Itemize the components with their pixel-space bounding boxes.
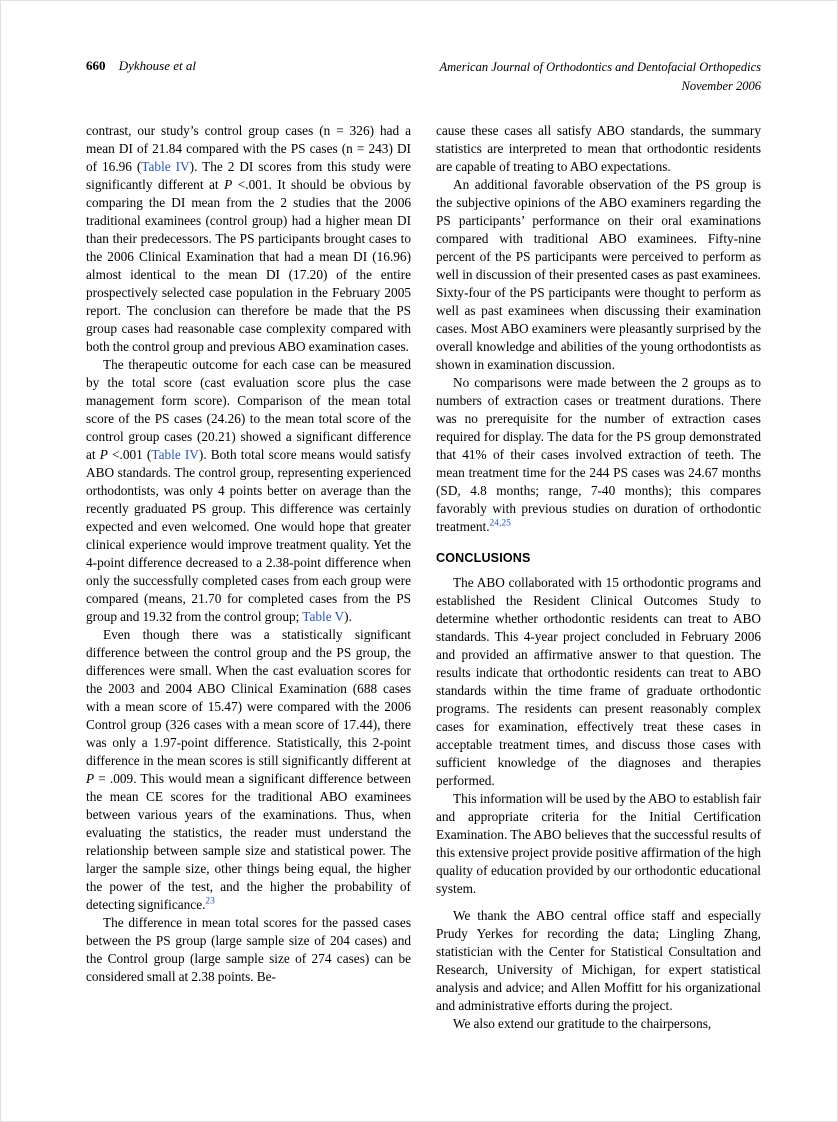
running-head-right — [440, 58, 762, 96]
page-header — [86, 58, 761, 96]
citation-link[interactable]: 23 — [205, 896, 215, 907]
issue-date: November 2006 — [681, 78, 761, 93]
page-number: 660 — [86, 58, 106, 73]
paragraph: The difference in mean total scores for the passed cases between the PS group (large sample size of 204 cases) and the Control group (large sample size of 274 cases) can be considered small at 2.38 points. Be- — [86, 915, 411, 984]
paragraph: An additional favorable observation of the PS group is the subjective opinions of the ABO examiners regarding the PS participants’ performance on their oral examinations compared with traditional ABO examinees. Fifty-nine percent of the PS participants were perceived to perform as well in discussion of their presented cases as past examinees. Sixty-four of the PS participants were thought to perform as well as past examinees when discussing their examination cases. Most ABO examiners were pleasantly surprised by the overall knowledge and abilities of the young orthodontists as shown in examination discussion. — [436, 177, 761, 372]
article-body — [86, 122, 761, 1033]
paragraph: No comparisons were made between the 2 groups as to numbers of extraction cases or treatment durations. There was no prerequisite for the number of extraction cases required for display. The data for the PS group demonstrated that 41% of their cases involved extraction of teeth. The mean treatment time for the 244 PS cases was 24.67 months (SD, 4.8 months; range, 7-40 months); this compares favorably with previous studies on duration of orthodontic treatment.$^{24,25}$ — [436, 375, 761, 534]
left-column — [86, 122, 411, 1033]
paragraph: We also extend our gratitude to the chairpersons, — [453, 1016, 712, 1031]
table-reference-link[interactable]: Table V — [302, 609, 345, 624]
right-column — [436, 122, 761, 1033]
journal-title: American Journal of Orthodontics and Dentofacial Orthopedics — [439, 60, 761, 74]
paragraph: Even though there was a statistically significant difference between the control group and the PS group, the differences were small. When the cast evaluation scores for the 2003 and 2004 ABO Clinical Examination (688 cases with a mean score of 15.47) were compared with the 2006 Control group (326 cases with a mean score of 17.44), there was only a 1.97-point difference. Statistically, this 2-point difference in the mean scores is still significantly different at P = .009. This would mean a significant difference between the mean CE scores for the traditional ABO examinees between various years of the examinations. Thus, when evaluating the statistics, the reader must understand the relationship between sample size and statistical power. The larger the sample size, other things being equal, the higher the power of the test, and the higher the probability of detecting significance.$^{23}$ — [86, 627, 411, 912]
table-reference-link[interactable]: Table IV — [141, 159, 190, 174]
italic-variable: P — [224, 177, 233, 192]
table-reference-link[interactable]: Table IV — [151, 447, 199, 462]
paragraph: cause these cases all satisfy ABO standards, the summary statistics are interpreted to mean that orthodontic residents are capable of treating to ABO expectations. — [436, 123, 761, 174]
citation-superscript — [490, 519, 511, 529]
paragraph: This information will be used by the ABO to establish fair and appropriate criteria for the Initial Certification Examination. The ABO believes that the successful results of this extensive project provide positive affirmation of the high quality of education provided by our orthodontic educational system. — [436, 791, 761, 896]
paragraph: contrast, our study’s control group cases (n = 326) had a mean DI of 21.84 compared with the PS cases (n = 243) DI of 16.96 (Table IV). The 2 DI scores from this study were significantly different at P <.001. It should be obvious by comparing the DI mean from the 2 studies that the 2006 traditional examinees (control group) had a higher mean DI than their predecessors. The PS participants brought cases to the 2006 Clinical Examination that had a mean DI (16.96) almost identical to the mean DI (17.20) of the entire prospectively selected case population in the February 2005 report. The conclusion can therefore be made that the PS group cases had reasonable case complexity compared with both the control group and previous ABO examination cases. — [86, 123, 412, 354]
section-heading: CONCLUSIONS — [436, 551, 531, 565]
running-head-authors: Dykhouse et al — [118, 58, 197, 73]
paragraph: We thank the ABO central office staff and especially Prudy Yerkes for recording the data; Lingling Zhang, statistician with the Center for Statistical Consultation and Research, University of Michigan, for expert statistical analysis and advice; and Allen Moffitt for his organizational and administrative efforts during the project. — [436, 908, 761, 1013]
italic-variable: P — [99, 447, 108, 462]
paragraph: The therapeutic outcome for each case can be measured by the total score (cast evaluation score plus the case management form score). Comparison of the mean total score of the PS cases (24.26) to the mean total score of the control group cases (20.21) showed a significant difference at P <.001 (Table IV). Both total score means would satisfy ABO standards. The control group, representing experienced orthodontists, was only 4 points better on average than the recently graduated PS group. This difference was certainly expected and even welcomed. One would hope that greater clinical experience would improve treatment quality. Yet the 4-point difference decreased to a 2.38-point difference when only the successfully completed cases from each group were compared (means, 21.70 for completed cases from the PS group and 19.32 from the control group; Table V). — [86, 357, 411, 624]
citation-link[interactable]: 24,25 — [489, 518, 511, 529]
citation-superscript — [205, 897, 215, 907]
running-head-left — [86, 58, 196, 74]
paragraph: The ABO collaborated with 15 orthodontic programs and established the Resident Clinical Outcomes Study to determine whether orthodontic residents can treat to ABO standards. This 4-year project concluded in February 2006 and provided an affirmative answer to that question. The results indicate that orthodontic residents can treat to ABO standards within the time frame of graduate orthodontic programs. The residents can present reasonably complex cases for examination, effectively treat these cases in acceptable treatment times, and discuss those cases with sufficient knowledge of the diagnoses and therapies performed. — [436, 575, 761, 788]
italic-variable: P — [86, 771, 95, 786]
